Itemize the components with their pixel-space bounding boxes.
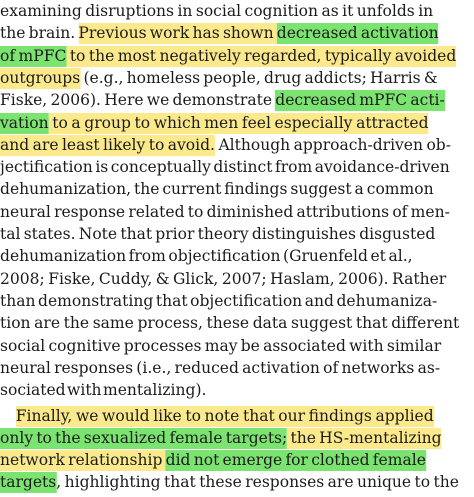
text-line: [0, 357, 472, 379]
text-segment: tion are the same process, these data suggest that different: [0, 314, 460, 333]
text-segment: sociated with mentalizing).: [0, 381, 207, 400]
text-line: [0, 449, 472, 471]
highlight-green-segment: decreased mPFC acti-: [275, 91, 445, 110]
text-line: [0, 67, 472, 89]
text-line: [0, 405, 472, 427]
text-line: [0, 0, 472, 22]
text-line: [0, 245, 472, 267]
highlight-yellow-segment: to a group to which men feel especially attracted: [48, 113, 429, 132]
paragraph-indent: [0, 406, 16, 427]
text-line: [0, 156, 472, 178]
highlight-green-segment: vation: [0, 113, 49, 132]
text-line: [0, 268, 472, 290]
highlight-green-segment: decreased activation: [276, 24, 439, 43]
highlight-green-segment: did not emerge for clothed female: [165, 451, 426, 470]
text-segment: (e.g., homeless people, drug addicts; Harris &: [80, 68, 438, 87]
text-line: [0, 335, 472, 357]
text-line: [0, 178, 472, 200]
text-segment: Fiske, 2006). Here we demonstrate: [0, 91, 276, 110]
text-line: [0, 223, 472, 245]
text-segment: the brain.: [0, 24, 79, 43]
text-segment: dehumanization from objectification (Gruenfeld et al.,: [0, 247, 413, 266]
text-line: [0, 22, 472, 44]
text-segment: neural responses (i.e., reduced activation of networks as-: [0, 358, 441, 377]
highlight-yellow-segment: network relationship: [0, 451, 166, 470]
highlight-yellow-segment: outgroups: [0, 68, 81, 87]
text-segment: , highlighting that these responses are unique to the: [56, 473, 459, 492]
highlight-green-segment: targets: [0, 473, 57, 492]
text-segment: social cognitive processes may be associated with similar: [0, 336, 442, 355]
highlight-yellow-segment: Finally, we would like to note that our findings applied: [15, 406, 434, 425]
text-segment: Although approach-driven ob-: [214, 135, 451, 154]
text-line: [0, 471, 472, 493]
highlight-yellow-segment: and are least likely to avoid.: [0, 135, 215, 154]
text-segment: examining disruptions in social cognition as it unfolds in: [0, 2, 434, 20]
text-line: [0, 112, 472, 134]
text-segment: neural response related to diminished attributions of men-: [0, 202, 450, 221]
text-segment: dehumanization, the current findings suggest a common: [0, 180, 434, 199]
text-line: [0, 45, 472, 67]
highlight-yellow-segment: to the most negatively regarded, typically avoided: [66, 46, 457, 65]
text-line: [0, 89, 472, 111]
text-segment: than demonstrating that objectification and dehumaniza-: [0, 291, 438, 310]
text-line: [0, 379, 472, 401]
highlight-yellow-segment: the HS-mentalizing: [287, 428, 442, 447]
text-line: [0, 290, 472, 312]
text-line: [0, 312, 472, 334]
text-line: [0, 427, 472, 449]
text-segment: jectification is conceptually distinct from avoidance-driven: [0, 158, 450, 177]
highlight-green-segment: of mPFC: [0, 46, 67, 65]
highlight-yellow-segment: Previous work has shown: [78, 24, 277, 43]
text-line: [0, 201, 472, 223]
highlight-green-segment: only to the sexualized female targets;: [0, 428, 288, 447]
text-segment: 2008; Fiske, Cuddy, & Glick, 2007; Haslam, 2006). Rather: [0, 269, 447, 288]
text-segment: tal states. Note that prior theory distinguishes disgusted: [0, 225, 436, 243]
text-line: [0, 134, 472, 156]
